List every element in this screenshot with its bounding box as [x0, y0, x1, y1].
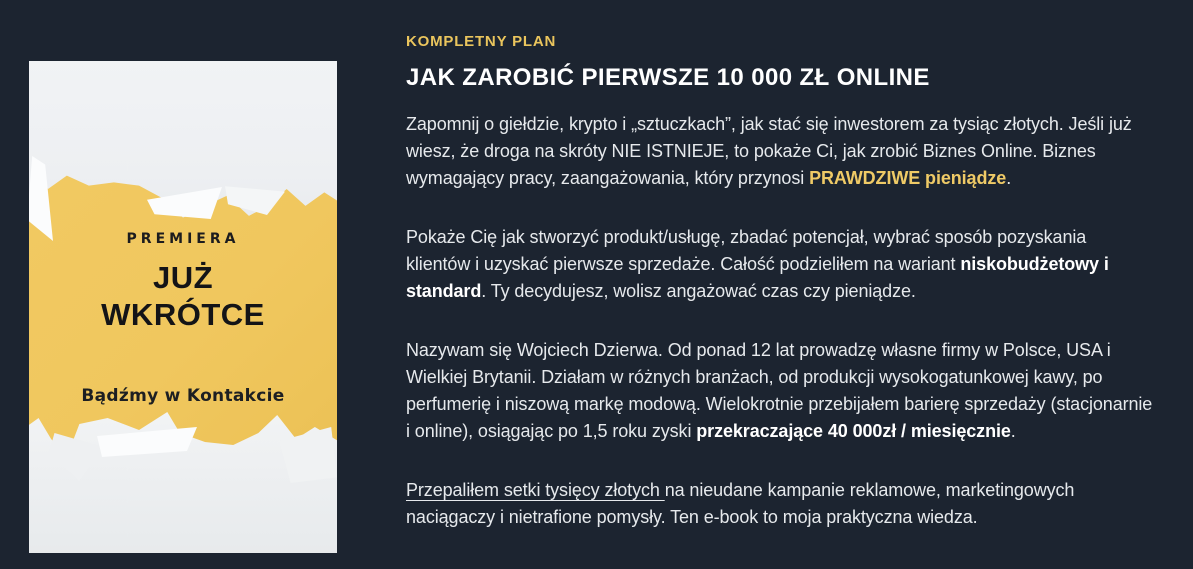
eyebrow-label: KOMPLETNY PLAN: [406, 33, 557, 50]
poster-contact-label: Bądźmy w Kontakcie: [81, 386, 285, 406]
poster-premiere-label: PREMIERA: [126, 231, 240, 247]
paragraph-segment: .: [1006, 168, 1012, 188]
paragraph-segment: na nieudane kampanie reklamowe, marketingowych naciągaczy i nietrafione pomysły. Ten e-book to moja praktyczna wiedza.: [406, 480, 1075, 527]
paragraph-segment: .: [1010, 421, 1016, 441]
sales-copy: [406, 33, 1154, 531]
paragraph: [406, 337, 1154, 445]
page-title: JAK ZAROBIĆ PIERWSZE 10 000 ZŁ ONLINE: [406, 64, 930, 91]
paragraph: [406, 224, 1154, 305]
body-paragraphs: [406, 111, 1154, 531]
paragraph-segment: Nazywam się Wojciech Dzierwa. Od ponad 12 lat prowadzę własne firmy w Polsce, USA i Wielkiej Brytanii. Działam w różnych branżach, od produkcji wysokogatunkowej kawy, po perfumerię i niszową markę modową. Wielokrotnie przebijałem barierę sprzedaży (stacjonarnie i online), osiągając po 1,5 roku zyski: [406, 340, 1153, 441]
paragraph-segment: Zapomnij o giełdzie, krypto i „sztuczkach”, jak stać się inwestorem za tysiąc złotych. Jeśli już wiesz, że droga na skróty NIE ISTNIEJE, to pokaże Ci, jak zrobić Biznes Online. Biznes wymagający pracy, zaangażowania, który przynosi: [406, 114, 1132, 188]
paragraph: [406, 477, 1154, 531]
paragraph-segment: Przepaliłem setki tysięcy złotych: [406, 480, 665, 500]
paragraph-segment: niskobudżetowy i standard: [406, 254, 1109, 301]
poster-headline: [29, 259, 337, 333]
paragraph-segment: PRAWDZIWE pieniądze: [809, 168, 1007, 188]
paragraph: [406, 111, 1154, 192]
ebook-cover-image: [29, 61, 337, 553]
paragraph-segment: . Ty decydujesz, wolisz angażować czas czy pieniądze.: [481, 281, 916, 301]
paragraph-segment: przekraczające 40 000zł / miesięcznie: [696, 421, 1011, 441]
poster-headline-line2: WKRÓTCE: [101, 297, 265, 332]
poster-headline-line1: JUŻ: [152, 260, 214, 295]
paragraph-segment: Pokaże Cię jak stworzyć produkt/usługę, zbadać potencjał, wybrać sposób pozyskania klientów i uzyskać pierwsze sprzedaże. Całość podzieliłem na wariant: [406, 227, 1087, 274]
